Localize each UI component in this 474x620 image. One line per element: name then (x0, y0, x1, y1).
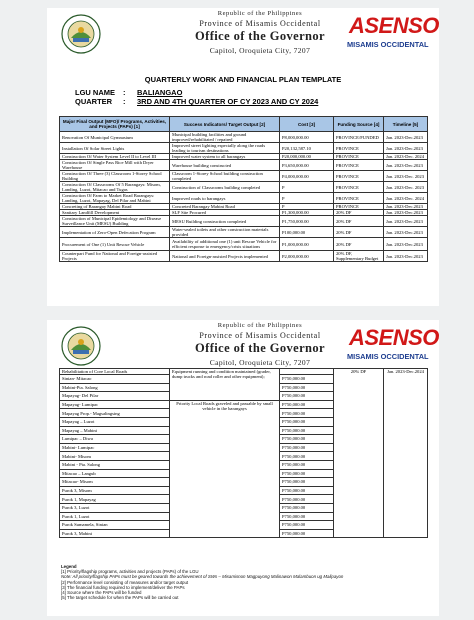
document-title: QUARTERLY WORK AND FINANCIAL PLAN TEMPLATE (144, 75, 342, 84)
table-cell: P750,000.00 (280, 460, 334, 469)
legend-line: [2] Performance level consisting of measures and/or target output (61, 579, 189, 585)
table-cell: P750,000.00 (280, 392, 334, 401)
province-line: Province of Misamis Occidental (199, 331, 321, 340)
table-cell: Mitacao- Misom (60, 478, 170, 487)
table-cell: Procurement of One (1) Unit Rescue Vehicle (60, 238, 170, 251)
table-cell: Lumipac – Diwa (60, 435, 170, 444)
table-cell: Construction Of Classrooms Of 5 Barangays: Misom, Landing, Luzot, Mitacao and Tugas (60, 182, 170, 193)
table-cell: Mapayag- Del Pilar (60, 392, 170, 401)
table-cell: Rehabilitation of Core Local Roads (60, 369, 170, 375)
table-cell: P2,000,000.00 (280, 251, 334, 262)
table-cell: SLF Site Procured (170, 210, 280, 216)
legend-line: [1] Priority/flagship programs, activities and projects (PAPs) of the LGU (61, 569, 199, 575)
table-cell: Concreted Barangay Mabini Road (170, 204, 280, 210)
work-plan-table (59, 116, 428, 262)
table-cell: PROVINCE (334, 204, 384, 210)
table-cell: Mabini - Pta. Salong (60, 460, 170, 469)
provincial-seal-icon (61, 14, 101, 54)
table-cell: P750,000.00 (280, 452, 334, 461)
office-title: Office of the Governor (195, 29, 325, 43)
lgu-value: BALIANGAO (137, 88, 183, 97)
table-cell: Jan. 2023-Dec. 2024 (384, 154, 428, 160)
table-row (60, 143, 428, 154)
table-cell: 20% DF (334, 216, 384, 227)
table-cell: P750,000.00 (280, 495, 334, 504)
table-row (60, 251, 428, 262)
table-cell: P750,000.00 (280, 529, 334, 538)
brand-word: ASENSO (349, 13, 439, 38)
legend-title: Legend (61, 564, 77, 569)
table-cell: P750,000.00 (280, 486, 334, 495)
quarter-label: QUARTER (75, 97, 113, 106)
table-cell: PROVINCE (334, 160, 384, 171)
column-header: Funding Source [4] (334, 117, 384, 132)
table-cell: Availability of additional one (1) unit Rescue Vehicle for efficient response to emergency/crisis situations (170, 238, 280, 251)
table-cell: PROVINCE (334, 171, 384, 182)
document-page-1 (47, 8, 439, 306)
table-row (60, 193, 428, 204)
table-row (60, 171, 428, 182)
table-row (60, 227, 428, 238)
legend-line: [4] Source where the PAPs will be funded (61, 590, 142, 596)
quarter-value: 3RD AND 4TH QUARTER OF CY 2023 AND CY 2024 (137, 97, 319, 106)
table-row (60, 369, 428, 375)
lgu-name-row: LGU NAME : BALIANGAO (75, 88, 183, 97)
table-cell: Purok 3, Misom (60, 486, 170, 495)
table-row (60, 238, 428, 251)
table-cell: P750,000.00 (280, 469, 334, 478)
lgu-label: LGU NAME (75, 88, 115, 97)
table-cell: Jan. 2023-Dec.2023 (384, 160, 428, 171)
table-cell: P (280, 182, 334, 193)
table-cell: P750,000.00 (280, 521, 334, 530)
table-cell: P750,000.00 (280, 417, 334, 426)
table-cell: Construction Of Single Pass Rice Mill with Dryer Warehouse (60, 160, 170, 171)
table-cell: P1,300,000.00 (280, 210, 334, 216)
table-cell: Construction Of Farm to Market Road Barangays: Landing, Luzot, Mapayag, Del Pilar and Mabini (60, 193, 170, 204)
table-cell: P20,132,587.10 (280, 143, 334, 154)
document-page-2 (47, 320, 439, 616)
table-cell: P750,000.00 (280, 375, 334, 384)
table-cell: 20% DF (334, 238, 384, 251)
brand-subtitle: MISAMIS OCCIDENTAL (347, 352, 429, 361)
table-cell: PROVINCE (334, 182, 384, 193)
table-cell: Construction of Classrooms building completed (170, 182, 280, 193)
table-cell: P4,000,000.00 (280, 171, 334, 182)
table-cell: Concreting of Barangay Mabini Road (60, 204, 170, 210)
table-cell: Jan. 2023-Dec.2023 (384, 132, 428, 143)
table-cell: National and Foreign-assisted Projects implemented (170, 251, 280, 262)
table-cell: P8,000,000.00 (280, 132, 334, 143)
table-cell: Purok 3, Luzot (60, 503, 170, 512)
asenso-logo (335, 13, 439, 53)
table-cell: MESU Building construction completed (170, 216, 280, 227)
table-cell: Construction of Municipal Epidemiology and Disease Surveillance Unit (MESU) Building (60, 216, 170, 227)
table-cell: 20% DF (334, 210, 384, 216)
table-cell: Municipal building facilities and ground improved/rehabilitated / repaired (170, 132, 280, 143)
table-row (60, 216, 428, 227)
table-cell: Jan. 2023-Dec. 2023 (384, 171, 428, 182)
table-cell: 20% DF (334, 369, 384, 538)
table-cell: Mapayag Prop.- Magsalingsing (60, 409, 170, 418)
table-cell: P20,000,000.00 (280, 154, 334, 160)
table-cell: PROVINCE/FUNDED (334, 132, 384, 143)
table-cell: Jan. 2023-Dec.2023 (384, 204, 428, 210)
republic-line: Republic of the Philippines (217, 322, 303, 329)
table-cell: Mapayag- Lumipac (60, 400, 170, 409)
office-title: Office of the Governor (195, 341, 325, 355)
table-cell: Sanitary Landfill Development (60, 210, 170, 216)
asenso-logo (335, 325, 439, 365)
table-cell: Mabini-Pta. Salong (60, 383, 170, 392)
table-cell: P1,750,000.00 (280, 216, 334, 227)
table-cell: P3,650,000.00 (280, 160, 334, 171)
address-line: Capitol, Oroquieta City, 7207 (209, 46, 311, 55)
legend-line: [5] The target schedule for when the PAPs will be carried out (61, 595, 179, 601)
table-cell: Counterpart Fund for National and Foreign-assisted Projects (60, 251, 170, 262)
table-cell: Jan. 2023-Dec.2023 (384, 216, 428, 227)
table-cell: Jan. 2023-Dec.2023 (384, 251, 428, 262)
brand-subtitle: MISAMIS OCCIDENTAL (347, 40, 429, 49)
table-cell: 20% DF (334, 227, 384, 238)
quarter-row: QUARTER : 3RD AND 4TH QUARTER OF CY 2023 AND CY 2024 (75, 97, 319, 106)
column-header: Cost [3] (280, 117, 334, 132)
table-cell: Mitacao – Langub (60, 469, 170, 478)
table-cell: P750,000.00 (280, 478, 334, 487)
table-cell: Jan. 2023-Dec.2023 (384, 227, 428, 238)
table-cell: Priority Local Roads graveled and passable by small vehicle in the barangays (170, 400, 280, 538)
table-cell: PROVINCE (334, 193, 384, 204)
table-cell: Jan. 2023-Dec.2023 (384, 238, 428, 251)
table-cell: P750,000.00 (280, 409, 334, 418)
province-line: Province of Misamis Occidental (199, 19, 321, 28)
table-cell: Improved street lighting especially along the roads leading to tourism destinations (170, 143, 280, 154)
table-cell: Jan. 2023-Dec.2023 (384, 143, 428, 154)
table-cell: Mapayag – Mabini (60, 426, 170, 435)
table-cell: Improved water system to all barangays (170, 154, 280, 160)
table-cell: Sinian- Mitacao (60, 375, 170, 384)
table-cell: P750,000.00 (280, 383, 334, 392)
table-cell: PROVINCE (334, 154, 384, 160)
table-cell: P750,000.00 (280, 503, 334, 512)
table-cell: Installation Of Solar Street Lights (60, 143, 170, 154)
republic-line: Republic of the Philippines (217, 10, 303, 17)
table-cell: P100,000.00 (280, 227, 334, 238)
table-header-row (60, 117, 428, 132)
table-row (60, 160, 428, 171)
table-cell: Jan. 2023-Dec.2023 (384, 210, 428, 216)
table-cell: Construction Of Water System Level II to Level III (60, 154, 170, 160)
table-cell: P750,000.00 (280, 443, 334, 452)
table-cell: Mabini- Lumipac (60, 443, 170, 452)
table-cell: Equipment running and condition maintained (grader, dump trucks and road roller and other equipment); (170, 369, 280, 401)
table-cell: Purok 1, Luzot (60, 512, 170, 521)
road-rehab-table (59, 368, 428, 538)
table-cell: Purok Sumamela, Sinian (60, 521, 170, 530)
table-cell: Mabini- Misom (60, 452, 170, 461)
table-row (60, 182, 428, 193)
table-cell: Improved roads to barangays (170, 193, 280, 204)
table-cell: P750,000.00 (280, 426, 334, 435)
column-header: Timeline [5] (384, 117, 428, 132)
table-cell: Construction Of Three (3) Classroom 1-Storey School Building (60, 171, 170, 182)
legend-line: Note: All priority/flagship PAPs must be geared towards the achievement of SWs – Misamisnon Magpuyong Malinawon Malambuon ug Malipayon (61, 574, 344, 580)
table-cell: P750,000.00 (280, 435, 334, 444)
table-cell: Classroom 1-Storey School building construction completed (170, 171, 280, 182)
brand-word: ASENSO (349, 325, 439, 350)
legend-line: [3] The financial funding required to implement/deliver the PAPs (61, 584, 185, 590)
table-cell: P (280, 193, 334, 204)
table-cell: P1,000,000.00 (280, 238, 334, 251)
table-cell: P750,000.00 (280, 512, 334, 521)
legend (61, 564, 431, 600)
provincial-seal-icon (61, 326, 101, 366)
table-cell: P750,000.00 (280, 400, 334, 409)
column-header: Success Indicators/ Target Output [2] (170, 117, 280, 132)
table-cell: Jan. 2023-Dec. 2023 (384, 182, 428, 193)
table-row (60, 132, 428, 143)
table-cell: PROVINCE (334, 143, 384, 154)
table-cell: 20% DF, Supplementary Budget (334, 251, 384, 262)
table-cell: Mapayag – Luzot (60, 417, 170, 426)
table-cell: Implementation of Zero-Open Defecation Program (60, 227, 170, 238)
table-cell: Jan. 2023-Dec. 2024 (384, 193, 428, 204)
letterhead (47, 8, 439, 66)
table-cell: Jan. 2023-Dec.2024 (384, 369, 428, 538)
address-line: Capitol, Oroquieta City, 7207 (209, 358, 311, 367)
table-cell: Warehouse building constructed (170, 160, 280, 171)
table-cell: Water-sealed toilets and other construction materials provided (170, 227, 280, 238)
table-cell: Renovation Of Municipal Gymnasium (60, 132, 170, 143)
table-cell: P (280, 204, 334, 210)
column-header: Major Final Output (MFO)/ Programs, Activities, and Projects (PAPs) [1] (60, 117, 170, 132)
table-cell: Purok 3, Mabini (60, 529, 170, 538)
table-cell: Purok 1, Mapayag (60, 495, 170, 504)
